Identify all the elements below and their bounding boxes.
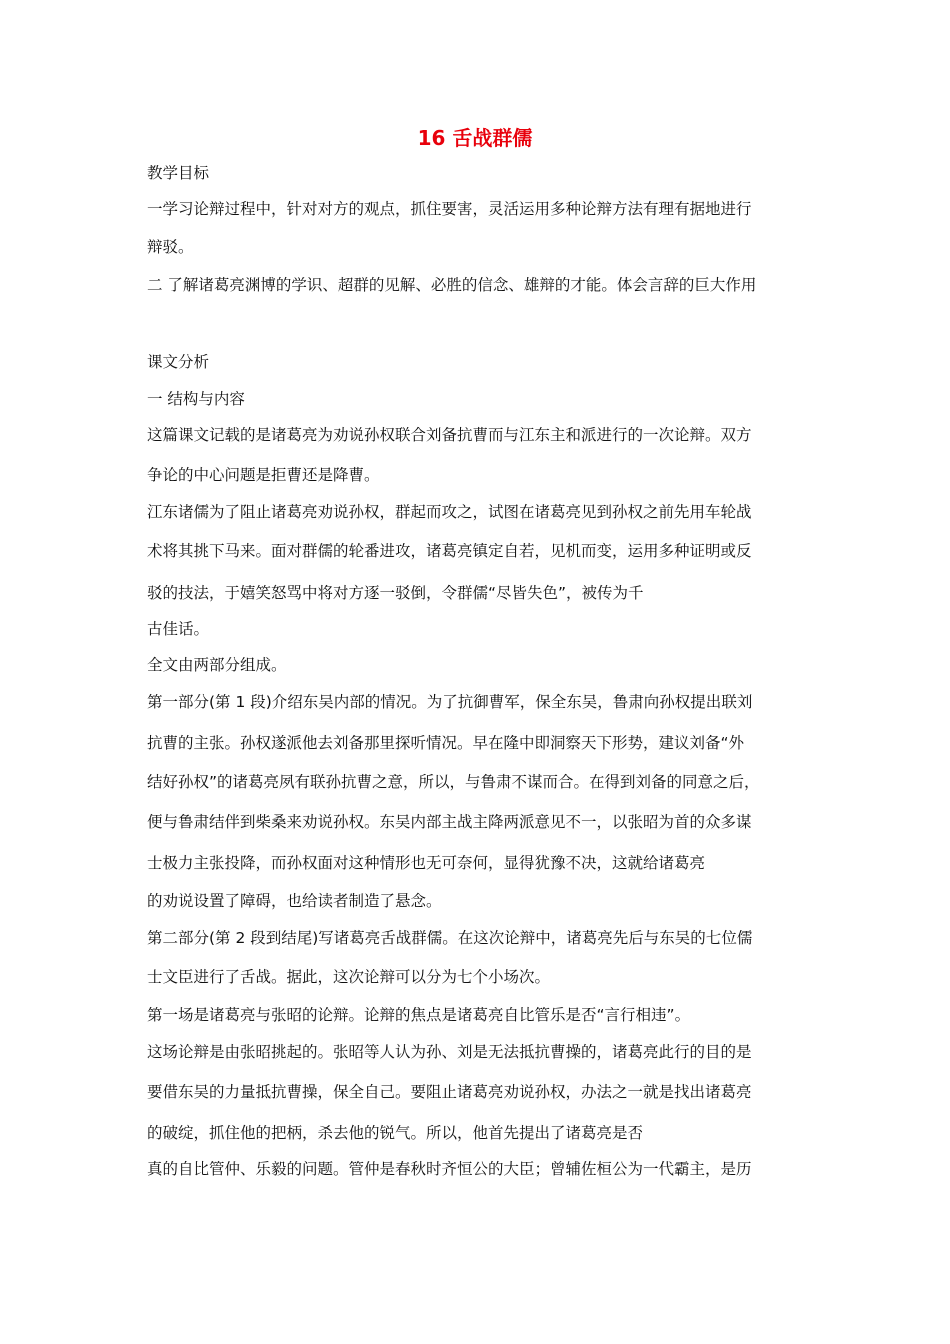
paragraph-line: 便与鲁肃结伴到柴桑来劝说孙权。东吴内部主战主降两派意见不一，以张昭为首的众多谋 (147, 813, 752, 831)
paragraph-line: 要借东吴的力量抵抗曹操，保全自己。要阻止诸葛亮劝说孙权，办法之一就是找出诸葛亮 (147, 1083, 752, 1101)
paragraph-line: 的破绽，抓住他的把柄，杀去他的锐气。所以，他首先提出了诸葛亮是否 (147, 1124, 644, 1142)
paragraph-line: 真的自比管仲、乐毅的问题。管仲是春秋时齐恒公的大臣；曾辅佐桓公为一代霸主，是历 (147, 1160, 752, 1178)
paragraph-line: 术将其挑下马来。面对群儒的轮番进攻，诸葛亮镇定自若，见机而变，运用多种证明或反 (147, 542, 752, 560)
paragraph-line: 江东诸儒为了阻止诸葛亮劝说孙权，群起而攻之，试图在诸葛亮见到孙权之前先用车轮战 (147, 503, 752, 521)
paragraph-line: 士极力主张投降，而孙权面对这种情形也无可奈何，显得犹豫不决，这就给诸葛亮 (147, 854, 706, 872)
paragraph-line: 这篇课文记载的是诸葛亮为劝说孙权联合刘备抗曹而与江东主和派进行的一次论辩。双方 (147, 426, 752, 444)
paragraph-line: 古佳话。 (147, 620, 210, 638)
goal-1-line-1: 一学习论辩过程中，针对对方的观点，抓住要害，灵活运用多种论辩方法有理有据地进行 (147, 200, 752, 218)
subheading-structure: 一 结构与内容 (147, 390, 245, 408)
paragraph-line: 士文臣进行了舌战。据此，这次论辩可以分为七个小场次。 (147, 968, 551, 986)
paragraph-line: 第一场是诸葛亮与张昭的论辩。论辩的焦点是诸葛亮自比管乐是否“言行相违”。 (147, 1006, 691, 1024)
goal-1-line-2: 辩驳。 (147, 238, 194, 256)
lesson-title: 16 舌战群儒 (417, 126, 533, 150)
heading-text-analysis: 课文分析 (147, 353, 210, 371)
paragraph-line: 第一部分(第 1 段)介绍东吴内部的情况。为了抗御曹军，保全东吴，鲁肃向孙权提出联刘 (147, 693, 753, 711)
paragraph-line: 结好孙权”的诸葛亮夙有联孙抗曹之意，所以，与鲁肃不谋而合。在得到刘备的同意之后， (147, 773, 760, 791)
paragraph-line: 这场论辩是由张昭挑起的。张昭等人认为孙、刘是无法抵抗曹操的，诸葛亮此行的目的是 (147, 1043, 752, 1061)
goal-2: 二 了解诸葛亮渊博的学识、超群的见解、必胜的信念、雄辩的才能。体会言辞的巨大作用 (147, 276, 757, 294)
paragraph-line: 争论的中心问题是拒曹还是降曹。 (147, 466, 380, 484)
paragraph-line: 第二部分(第 2 段到结尾)写诸葛亮舌战群儒。在这次论辩中，诸葛亮先后与东吴的七位儒 (147, 929, 753, 947)
paragraph-line: 的劝说设置了障碍，也给读者制造了悬念。 (147, 892, 442, 910)
paragraph-line: 全文由两部分组成。 (147, 656, 287, 674)
paragraph-line: 抗曹的主张。孙权遂派他去刘备那里探听情况。早在隆中即洞察天下形势，建议刘备“外 (147, 734, 745, 752)
heading-teaching-goals: 教学目标 (147, 164, 210, 182)
paragraph-line: 驳的技法，于嬉笑怒骂中将对方逐一驳倒，令群儒“尽皆失色”，被传为千 (147, 584, 644, 602)
